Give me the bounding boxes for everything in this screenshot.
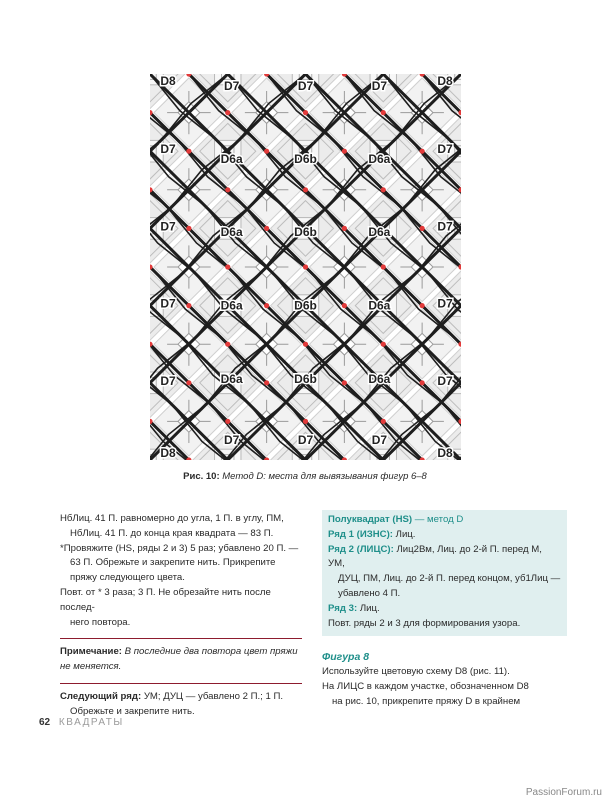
label-d6b: D6b (294, 225, 317, 240)
f8-line: на рис. 10, прикрепите пряжу D в крайнем (332, 695, 521, 707)
row2-cont: ДУЦ, ПМ, Лиц. до 2-й П. перед концом, уб1Лиц — (338, 573, 561, 585)
label-d6a: D6a (220, 151, 243, 166)
label-d7: D7 (160, 373, 176, 388)
label-d8: D8 (160, 446, 176, 460)
label-d7: D7 (437, 219, 453, 234)
marker-dot (381, 110, 386, 115)
label-d8: D8 (437, 446, 453, 460)
label-d7: D7 (437, 373, 453, 388)
label-d7: D7 (160, 142, 176, 157)
marker-dot (303, 264, 308, 269)
label-d6a: D6a (368, 371, 391, 386)
marker-dot (225, 187, 230, 192)
marker-dot (381, 264, 386, 269)
next-row-paragraph (60, 690, 302, 705)
watermark: PassionForum.ru (525, 787, 602, 798)
label-d6a: D6a (368, 298, 391, 313)
marker-dot (264, 303, 269, 308)
label-d7: D7 (297, 433, 314, 447)
row1-text: Лиц. (395, 528, 416, 540)
row2-text: Лиц2Вм, Лиц. до 2-й П. перед М, УМ, (328, 543, 542, 570)
marker-dot (420, 303, 425, 308)
box-title-suffix: — метод D (414, 514, 464, 525)
f8-line: Используйте цветовую схему D8 (рис. 11). (322, 666, 510, 678)
label-d6a: D6a (368, 151, 391, 166)
figure-caption (0, 471, 610, 482)
label-d7: D7 (371, 79, 388, 93)
label-d6b: D6b (294, 371, 317, 386)
marker-dot (381, 419, 386, 424)
box-title-main: Полуквадрат (НS) (328, 514, 413, 525)
row2-label: Ряд 2 (ЛИЦС): (328, 543, 394, 555)
right-column (322, 510, 567, 710)
note-label: Примечание: (60, 646, 122, 658)
half-square-box (322, 510, 567, 636)
marker-dot (186, 149, 191, 154)
marker-dot (381, 342, 386, 347)
left-line: него повтора. (70, 616, 131, 628)
left-line: НбЛиц. 41 П. равномерно до угла, 1 П. в углу, ПМ, (60, 513, 284, 524)
row3-label: Ряд 3: (328, 602, 358, 614)
marker-dot (225, 342, 230, 347)
marker-dot (342, 226, 347, 231)
label-d7: D7 (437, 142, 453, 157)
marker-dot (225, 419, 230, 424)
note-paragraph-cont (60, 660, 302, 675)
marker-dot (186, 303, 191, 308)
label-d8: D8 (437, 74, 453, 88)
row3-text: Лиц. (359, 602, 380, 614)
label-d6b: D6b (294, 298, 317, 313)
next-row-text: УМ; ДУЦ — убавлено 2 П.; 1 П. (143, 690, 284, 702)
caption-number: Рис. 10: (183, 471, 220, 482)
left-column (60, 512, 302, 720)
label-d6b: D6b (294, 151, 317, 166)
marker-dot (264, 149, 269, 154)
pattern-figure (150, 74, 461, 460)
note-text: В последние два повтора цвет пряжи (124, 646, 298, 658)
repeat-text: Повт. ряды 2 и 3 для формирования узора. (328, 617, 521, 629)
f8-line: На ЛИЦС в каждом участке, обозначенном D8 (322, 680, 529, 692)
left-line: пряжу следующего цвета. (70, 572, 185, 584)
divider (60, 683, 302, 684)
note-text-cont: не меняется. (60, 661, 122, 673)
marker-dot (303, 110, 308, 115)
marker-dot (420, 226, 425, 231)
marker-dot (225, 110, 230, 115)
row1 (328, 528, 561, 543)
page-number: 62 (39, 717, 51, 728)
label-d7: D7 (160, 296, 176, 311)
marker-dot (303, 419, 308, 424)
marker-dot (420, 149, 425, 154)
marker-dot (186, 226, 191, 231)
divider (60, 638, 302, 639)
label-d6a: D6a (220, 371, 243, 386)
marker-dot (381, 187, 386, 192)
marker-dot (303, 342, 308, 347)
box-title (328, 513, 561, 528)
marker-dot (303, 187, 308, 192)
marker-dot (342, 303, 347, 308)
label-d7: D7 (437, 296, 453, 311)
left-line: 63 П. Обрежьте и закрепите нить. Прикрепите (70, 557, 276, 569)
figure8-title: Фигура 8 (322, 651, 370, 664)
marker-dot (342, 149, 347, 154)
row2-cont: убавлено 4 П. (338, 587, 401, 599)
label-d7: D7 (160, 219, 176, 234)
label-d6a: D6a (220, 225, 243, 240)
pattern-diagram (150, 74, 461, 460)
next-row-text-cont: Обрежьте и закрепите нить. (70, 705, 195, 717)
left-line: НбЛиц. 41 П. до конца края квадрата — 83 П. (70, 527, 274, 539)
row1-label: Ряд 1 (ИЗНС): (328, 528, 393, 540)
section-name: КВАДРАТЫ (58, 717, 124, 728)
next-row-label: Следующий ряд: (60, 690, 142, 702)
row2 (328, 543, 561, 573)
label-d7: D7 (297, 79, 314, 93)
note-paragraph (60, 645, 302, 660)
label-d6a: D6a (368, 225, 391, 240)
marker-dot (225, 264, 230, 269)
label-d6a: D6a (220, 298, 243, 313)
label-d7: D7 (223, 79, 240, 93)
label-d7: D7 (223, 433, 240, 447)
page-footer (39, 717, 124, 728)
marker-dot (264, 226, 269, 231)
marker-dot (342, 380, 347, 385)
caption-text: Метод D: места для вывязывания фигур 6–8 (222, 471, 427, 482)
left-line: Повт. от * 3 раза; 3 П. Не обрезайте нить после послед- (60, 586, 271, 613)
marker-dot (186, 380, 191, 385)
marker-dot (264, 380, 269, 385)
label-d7: D7 (371, 433, 388, 447)
row3 (328, 602, 561, 617)
marker-dot (420, 380, 425, 385)
left-line: *Провяжите (НS, ряды 2 и 3) 5 раз; убавлено 20 П. — (60, 542, 299, 554)
label-d8: D8 (160, 74, 176, 88)
